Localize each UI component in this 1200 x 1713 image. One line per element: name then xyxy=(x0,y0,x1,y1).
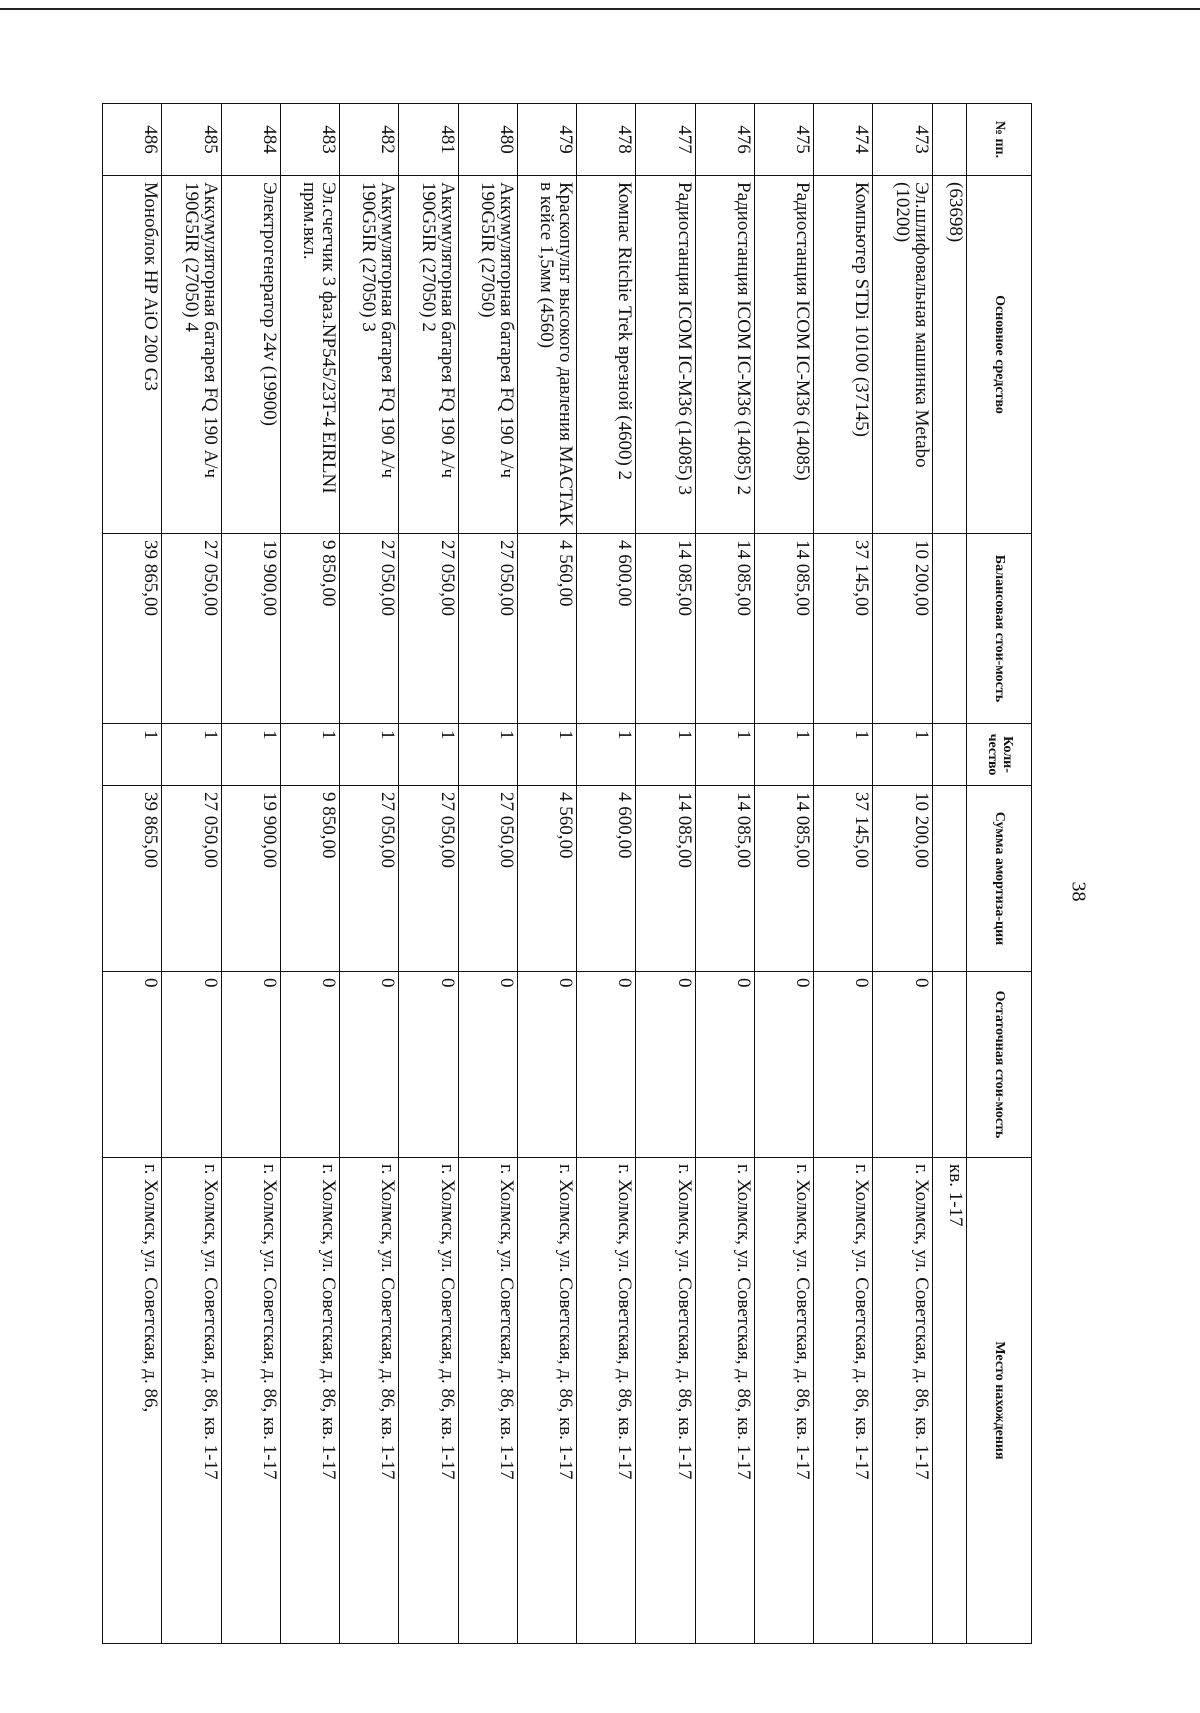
cell-balance-value xyxy=(932,534,966,724)
cell-location: г. Холмск, ул. Советская, д. 86, кв. 1-17 xyxy=(873,1158,932,1644)
table-row xyxy=(695,104,754,1644)
cell-num: 475 xyxy=(754,104,813,176)
cell-num: 476 xyxy=(695,104,754,176)
cell-depreciation: 9 850,00 xyxy=(280,786,339,972)
table-row xyxy=(873,104,932,1644)
cell-depreciation: 27 050,00 xyxy=(399,786,458,972)
table-row xyxy=(517,104,576,1644)
cell-quantity: 1 xyxy=(695,724,754,786)
cell-quantity: 1 xyxy=(814,724,873,786)
cell-residual-value: 0 xyxy=(577,972,636,1158)
cell-location: г. Холмск, ул. Советская, д. 86, xyxy=(103,1158,162,1644)
cell-balance-value: 9 850,00 xyxy=(280,534,339,724)
cell-num: 478 xyxy=(577,104,636,176)
cell-depreciation: 37 145,00 xyxy=(814,786,873,972)
cell-quantity: 1 xyxy=(458,724,517,786)
table-row xyxy=(221,104,280,1644)
cell-depreciation: 19 900,00 xyxy=(221,786,280,972)
cell-balance-value: 27 050,00 xyxy=(340,534,399,724)
cell-depreciation: 27 050,00 xyxy=(162,786,221,972)
cell-location: г. Холмск, ул. Советская, д. 86, кв. 1-17 xyxy=(636,1158,695,1644)
header-location: Место нахождения xyxy=(967,1158,1032,1644)
table-row xyxy=(162,104,221,1644)
header-balance-value: Балансовая стои-мость xyxy=(967,534,1032,724)
cell-location: г. Холмск, ул. Советская, д. 86, кв. 1-17 xyxy=(340,1158,399,1644)
table-header-row xyxy=(967,104,1032,1644)
table-row xyxy=(340,104,399,1644)
cell-residual-value: 0 xyxy=(399,972,458,1158)
cell-residual-value: 0 xyxy=(340,972,399,1158)
cell-num xyxy=(932,104,966,176)
cell-residual-value xyxy=(932,972,966,1158)
cell-location: г. Холмск, ул. Советская, д. 86, кв. 1-17 xyxy=(399,1158,458,1644)
header-residual-value: Остаточная стои-мость xyxy=(967,972,1032,1158)
cell-num: 479 xyxy=(517,104,576,176)
table-row xyxy=(399,104,458,1644)
cell-residual-value: 0 xyxy=(695,972,754,1158)
cell-balance-value: 10 200,00 xyxy=(873,534,932,724)
cell-num: 483 xyxy=(280,104,339,176)
cell-depreciation: 39 865,00 xyxy=(103,786,162,972)
cell-residual-value: 0 xyxy=(517,972,576,1158)
top-scan-rule xyxy=(0,8,1200,10)
table-row-continued xyxy=(932,104,966,1644)
cell-asset: Эл.шлифовальная машинка Metabo (10200) xyxy=(873,176,932,534)
cell-asset: Компас Ritchie Trek врезной (4600) 2 xyxy=(577,176,636,534)
cell-depreciation: 14 085,00 xyxy=(636,786,695,972)
cell-asset: Электрогенератор 24v (19900) xyxy=(221,176,280,534)
header-depreciation: Сумма амортиза-ции xyxy=(967,786,1032,972)
cell-num: 480 xyxy=(458,104,517,176)
cell-quantity: 1 xyxy=(399,724,458,786)
cell-depreciation xyxy=(932,786,966,972)
cell-depreciation: 27 050,00 xyxy=(458,786,517,972)
cell-residual-value: 0 xyxy=(458,972,517,1158)
cell-num: 485 xyxy=(162,104,221,176)
asset-table xyxy=(102,103,1032,1644)
table-row xyxy=(636,104,695,1644)
cell-residual-value: 0 xyxy=(162,972,221,1158)
cell-num: 482 xyxy=(340,104,399,176)
table-row xyxy=(458,104,517,1644)
cell-asset: Аккумуляторная батарея FQ 190 А/ч 190G5IR (27050) 2 xyxy=(399,176,458,534)
cell-depreciation: 14 085,00 xyxy=(695,786,754,972)
cell-residual-value: 0 xyxy=(221,972,280,1158)
cell-quantity: 1 xyxy=(636,724,695,786)
cell-asset: Краскопульт высокого давления MACTAK в кейсе 1,5мм (4560) xyxy=(517,176,576,534)
table-row xyxy=(814,104,873,1644)
cell-location: г. Холмск, ул. Советская, д. 86, кв. 1-17 xyxy=(577,1158,636,1644)
header-num: № пп. xyxy=(967,104,1032,176)
cell-asset: Моноблок HP AiO 200 G3 xyxy=(103,176,162,534)
cell-location: г. Холмск, ул. Советская, д. 86, кв. 1-17 xyxy=(162,1158,221,1644)
cell-asset: Эл.счетчик 3 фаз.NP545/23T-4 EIRLNI прям.вкл. xyxy=(280,176,339,534)
cell-location: г. Холмск, ул. Советская, д. 86, кв. 1-17 xyxy=(458,1158,517,1644)
cell-asset: Аккумуляторная батарея FQ 190 А/ч 190G5IR (27050) 3 xyxy=(340,176,399,534)
cell-balance-value: 14 085,00 xyxy=(695,534,754,724)
table-row xyxy=(280,104,339,1644)
cell-residual-value: 0 xyxy=(873,972,932,1158)
cell-balance-value: 4 600,00 xyxy=(577,534,636,724)
cell-num: 473 xyxy=(873,104,932,176)
cell-quantity xyxy=(932,724,966,786)
cell-asset: Компьютер STDi 10100 (37145) xyxy=(814,176,873,534)
header-quantity: Коли-чество xyxy=(967,724,1032,786)
cell-asset: Аккумуляторная батарея FQ 190 А/ч 190G5IR (27050) 4 xyxy=(162,176,221,534)
cell-depreciation: 4 600,00 xyxy=(577,786,636,972)
asset-table-frame xyxy=(102,103,1032,1643)
cell-quantity: 1 xyxy=(754,724,813,786)
cell-asset: Радиостанция ICOM IC-M36 (14085) 2 xyxy=(695,176,754,534)
cell-balance-value: 27 050,00 xyxy=(162,534,221,724)
cell-depreciation: 27 050,00 xyxy=(340,786,399,972)
cell-location: г. Холмск, ул. Советская, д. 86, кв. 1-17 xyxy=(517,1158,576,1644)
cell-residual-value: 0 xyxy=(754,972,813,1158)
cell-quantity: 1 xyxy=(577,724,636,786)
cell-balance-value: 27 050,00 xyxy=(458,534,517,724)
cell-depreciation: 14 085,00 xyxy=(754,786,813,972)
cell-balance-value: 27 050,00 xyxy=(399,534,458,724)
cell-quantity: 1 xyxy=(340,724,399,786)
cell-quantity: 1 xyxy=(103,724,162,786)
cell-location: г. Холмск, ул. Советская, д. 86, кв. 1-17 xyxy=(695,1158,754,1644)
table-row xyxy=(577,104,636,1644)
cell-asset: Аккумуляторная батарея FQ 190 А/ч 190G5IR (27050) xyxy=(458,176,517,534)
cell-num: 486 xyxy=(103,104,162,176)
cell-location: г. Холмск, ул. Советская, д. 86, кв. 1-17 xyxy=(754,1158,813,1644)
cell-location: г. Холмск, ул. Советская, д. 86, кв. 1-17 xyxy=(221,1158,280,1644)
cell-location: кв. 1-17 xyxy=(932,1158,966,1644)
cell-balance-value: 4 560,00 xyxy=(517,534,576,724)
cell-balance-value: 37 145,00 xyxy=(814,534,873,724)
cell-balance-value: 14 085,00 xyxy=(636,534,695,724)
cell-num: 474 xyxy=(814,104,873,176)
cell-num: 484 xyxy=(221,104,280,176)
cell-asset: Радиостанция ICOM IC-M36 (14085) 3 xyxy=(636,176,695,534)
cell-num: 477 xyxy=(636,104,695,176)
cell-quantity: 1 xyxy=(221,724,280,786)
cell-balance-value: 19 900,00 xyxy=(221,534,280,724)
cell-asset: Радиостанция ICOM IC-M36 (14085) xyxy=(754,176,813,534)
header-asset: Основное средство xyxy=(967,176,1032,534)
cell-residual-value: 0 xyxy=(280,972,339,1158)
cell-quantity: 1 xyxy=(280,724,339,786)
cell-depreciation: 4 560,00 xyxy=(517,786,576,972)
cell-balance-value: 39 865,00 xyxy=(103,534,162,724)
table-row xyxy=(103,104,162,1644)
cell-location: г. Холмск, ул. Советская, д. 86, кв. 1-17 xyxy=(814,1158,873,1644)
cell-quantity: 1 xyxy=(517,724,576,786)
cell-residual-value: 0 xyxy=(636,972,695,1158)
cell-residual-value: 0 xyxy=(814,972,873,1158)
cell-quantity: 1 xyxy=(162,724,221,786)
page-number: 38 xyxy=(1067,881,1090,902)
cell-asset: (63698) xyxy=(932,176,966,534)
cell-residual-value: 0 xyxy=(103,972,162,1158)
table-row xyxy=(754,104,813,1644)
cell-depreciation: 10 200,00 xyxy=(873,786,932,972)
cell-location: г. Холмск, ул. Советская, д. 86, кв. 1-17 xyxy=(280,1158,339,1644)
cell-quantity: 1 xyxy=(873,724,932,786)
cell-num: 481 xyxy=(399,104,458,176)
cell-balance-value: 14 085,00 xyxy=(754,534,813,724)
